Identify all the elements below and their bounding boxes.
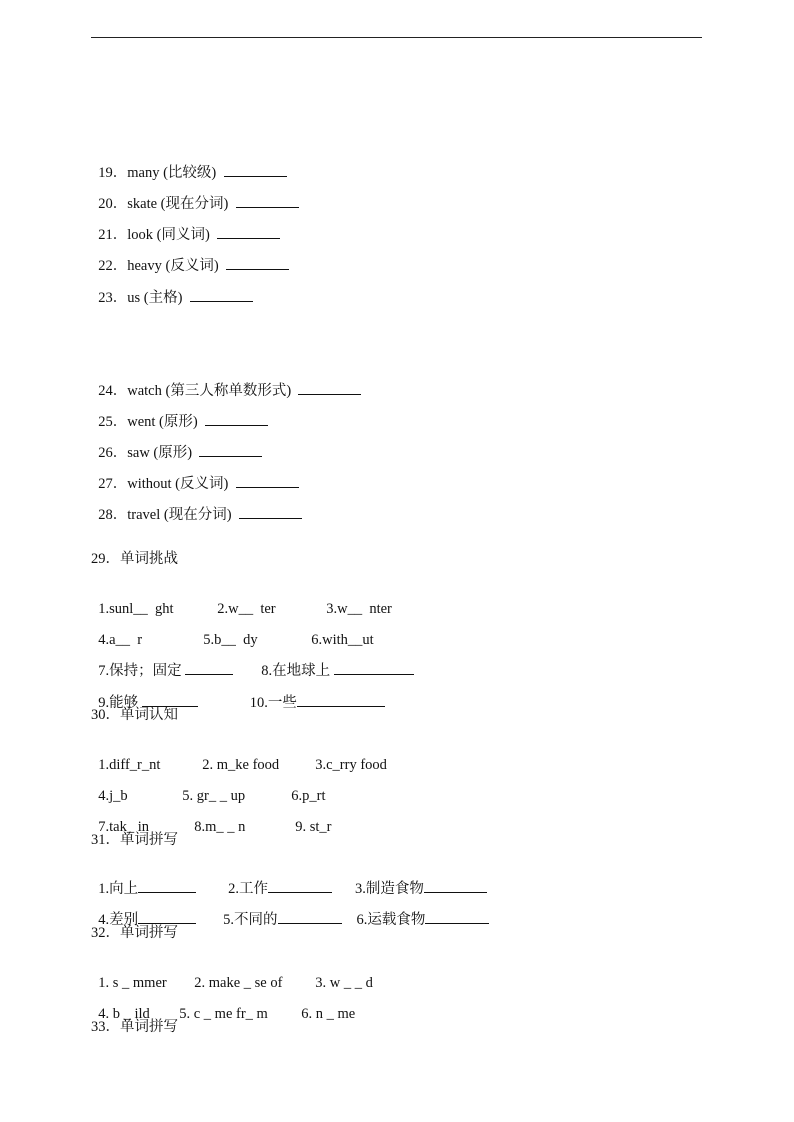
q31-title: 31．单词拼写 — [91, 832, 178, 848]
answer-blank[interactable] — [268, 880, 332, 893]
word-item: 7.tak_ in — [98, 819, 149, 835]
word-item: 5. gr_ _ up — [182, 788, 246, 804]
item-number: 23． — [98, 290, 128, 306]
q29-row3 — [91, 644, 414, 680]
item-text: travel (现在分词) — [127, 507, 232, 523]
word-item: 1. s _ mmer — [98, 975, 167, 991]
item-number: 28． — [98, 507, 128, 523]
answer-blank[interactable] — [199, 444, 262, 457]
item-number: 22． — [98, 258, 128, 274]
answer-blank[interactable] — [239, 506, 302, 519]
word-item: 3.制造食物 — [355, 881, 424, 897]
answer-blank[interactable] — [297, 694, 385, 707]
answer-blank[interactable] — [226, 257, 289, 270]
word-item: 9.能够 — [98, 695, 139, 711]
word-item: 6.p_rt — [291, 788, 326, 804]
item-23 — [91, 271, 253, 307]
word-item: 7.保持；固定 — [98, 663, 182, 679]
word-item: 5. c _ me fr_ m — [179, 1006, 268, 1022]
item-number: 27． — [98, 476, 128, 492]
word-item: 6.运载食物 — [356, 912, 426, 928]
item-number: 19． — [98, 165, 128, 181]
item-text: saw (原形) — [127, 445, 193, 461]
item-text: heavy (反义词) — [127, 258, 219, 274]
answer-blank[interactable] — [236, 195, 299, 208]
q29-title: 29．单词挑战 — [91, 551, 178, 567]
item-text: skate (现在分词) — [127, 196, 229, 212]
item-text: look (同义词) — [127, 227, 210, 243]
word-item: 3.c_rry food — [315, 757, 387, 773]
word-item: 4.差别 — [98, 912, 139, 928]
answer-blank[interactable] — [424, 880, 487, 893]
word-item: 2.w__ ter — [217, 601, 276, 617]
item-number: 26． — [98, 445, 128, 461]
word-item: 10.一些 — [249, 695, 297, 711]
word-item: 2. m_ke food — [202, 757, 280, 773]
word-item: 3.w__ nter — [326, 601, 392, 617]
word-item: 2. make _ se of — [194, 975, 283, 991]
word-item: 6. n _ me — [301, 1006, 356, 1022]
word-item: 1.sunl__ ght — [98, 601, 174, 617]
answer-blank[interactable] — [425, 911, 489, 924]
answer-blank[interactable] — [205, 413, 268, 426]
item-22 — [91, 239, 289, 275]
item-number: 25． — [98, 414, 128, 430]
item-text: watch (第三人称单数形式) — [127, 383, 292, 399]
answer-blank[interactable] — [185, 662, 233, 675]
item-number: 21． — [98, 227, 128, 243]
item-text: us (主格) — [127, 290, 183, 306]
word-item: 3. w _ _ d — [315, 975, 373, 991]
answer-blank[interactable] — [138, 880, 196, 893]
word-item: 8.在地球上 — [261, 663, 331, 679]
item-text: went (原形) — [127, 414, 198, 430]
word-item: 2.工作 — [228, 881, 268, 897]
item-28 — [91, 488, 302, 524]
q30-title: 30．单词认知 — [91, 707, 178, 723]
q32-title: 32．单词拼写 — [91, 925, 178, 941]
header-rule — [91, 37, 702, 38]
word-item: 5.b__ dy — [203, 632, 258, 648]
item-number: 20． — [98, 196, 128, 212]
word-item: 5.不同的 — [223, 912, 278, 928]
answer-blank[interactable] — [217, 226, 280, 239]
answer-blank[interactable] — [278, 911, 342, 924]
answer-blank[interactable] — [334, 662, 414, 675]
answer-blank[interactable] — [224, 164, 287, 177]
q33-title: 33．单词拼写 — [91, 1019, 178, 1035]
answer-blank[interactable] — [190, 289, 253, 302]
answer-blank[interactable] — [236, 475, 299, 488]
item-number: 24． — [98, 383, 128, 399]
answer-blank[interactable] — [138, 911, 196, 924]
item-text: without (反义词) — [127, 476, 229, 492]
word-item: 9. st_r — [295, 819, 332, 835]
word-item: 4. b _ ild — [98, 1006, 150, 1022]
answer-blank[interactable] — [298, 382, 361, 395]
word-item: 1.diff_r_nt — [98, 757, 161, 773]
word-item: 8.m_ _ n — [194, 819, 246, 835]
word-item: 1.向上 — [98, 881, 139, 897]
item-text: many (比较级) — [127, 165, 217, 181]
word-item: 4.j_b — [98, 788, 128, 804]
word-item: 6.with__ut — [311, 632, 374, 648]
word-item: 4.a__ r — [98, 632, 143, 648]
